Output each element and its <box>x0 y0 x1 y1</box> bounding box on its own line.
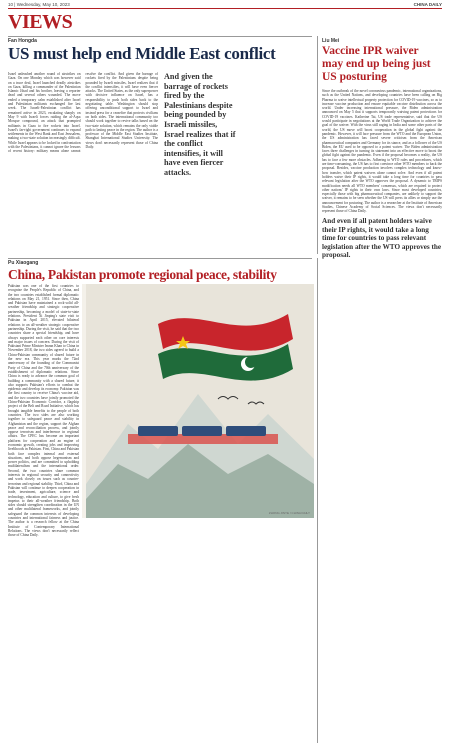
article-headline-right: Vaccine IPR waiver may end up being just US posturing <box>322 45 431 83</box>
illustration-credit: ZHONG JINYE / CHINA DAILY <box>268 511 310 515</box>
masthead: CHINA DAILY <box>413 2 442 7</box>
article-body-right: Since the outbreak of the novel coronavirus pandemic, international organizations, such as the United Nations, and developing countries have been calling on Big Pharma to waive intellectual property protection for COVID-19 vaccines, so as to increase vaccine production and ensure equitable vaccine distribution across the world. Under increasing international pressure, the Biden administration announced on May 5 that it supports temporarily waiving patent protections for COVID-19 vaccines. Katherine Tai, US trade representative, said that the US would participate in negotiations at the World Trade Organization to achieve the goal of the waiver. With the virus still raging in India and some other parts of the world, the US move will boost cooperation in the global fight against the pandemic. However, it will face pressure from the WTO and the European Union, the US administration has faced severe criticism from the American pharmaceutical companies and Germany for its stance, and as a follower of the US Biden, the EU used to be opposed to a patent waiver. The Biden administration faces three challenges in turning its statement into an effective move to boost the global fight against the pandemic. Even if the proposal becomes a reality, the US has to face a few more obstacles. Adhering to WTO rules and procedures, which are time-consuming, the US has to first convince other WTO members to back the proposal. Besides, vaccine production involves complex technology and know-how transfer, which patent waivers alone cannot solve. And even if all patent holders waive their IP rights, it would take a long time for countries to pass relevant legislation after the WTO approves the proposal. A dynamic to TRIPS modification needs all WTO members' consensus, which are required to protect other nations' IP rights in their own laws. Since most developed countries, especially those with big pharmaceutical companies, are unlikely to support the waiver, it remains to be seen whether the US will press its allies or simply use the announcement for posturing. The author is a researcher at the Institute of American Studies, Chinese Academy of Social Sciences. The views don't necessarily represent those of China Daily. <box>322 89 442 214</box>
page-number: 10 <box>8 2 14 7</box>
section-title: VIEWS <box>8 11 73 33</box>
header-rule <box>8 8 442 9</box>
article-body: Israel unleashed another round of airstrikes on Gaza. On one Monday which was however said on a truce deal, Israel launched deadly airstrikes on Gaza, killing a commander of the Palestinian Islamic Jihad and his brother, leaving a reporter dead and several others wounded. The move ended a temporary calm established after Israel and Palestinian militants exchanged fire last week. The Israeli-Palestinian conflict has remained active in 2023, escalating sharply on May 9 with Israeli forces raiding the al-Aqsa Mosque compound, an attack that prompted militants in Gaza to fire rockets into Israel. Israel's far-right government continues to expand settlements in the West Bank and East Jerusalem, making a two-state solution increasingly difficult. While Israel appears to be locked in confrontation with the Palestinians, it cannot ignore the lessons of recent history: military means alone cannot resolve the conflict. And given the barrage of rockets fired by the Palestinians despite being pounded by Israeli missiles, Israel realizes that if the conflict intensifies, it will have even fiercer attacks. The United States, as the only superpower with decisive influence on Israel, has a responsibility to push both sides back to the negotiating table. Washington should stop offering unconditional support to Israel and instead press for a ceasefire that protects civilians on both sides. The international community too should work together to revive talks based on the two-state solution, which remains the only viable path to lasting peace in the region. The author is a professor of the Middle East Studies Institute, Shanghai International Studies University. The views don't necessarily represent those of China Daily. <box>8 72 158 154</box>
author-byline-right: Liu Mei <box>322 38 340 44</box>
illustration <box>8 284 314 538</box>
author-byline: Fan Hongda <box>8 38 37 44</box>
column-divider-lower <box>317 258 318 743</box>
page-number-date: 10 | Wednesday, May 10, 2023 <box>8 2 70 7</box>
column-divider <box>317 36 318 254</box>
author-byline-bottom: Pu Xiaogang <box>8 260 39 266</box>
page-date: Wednesday, May 10, 2023 <box>16 2 70 7</box>
divider <box>8 36 312 37</box>
article-body-right-continued <box>322 262 442 742</box>
article-body-bottom-columns <box>8 522 314 742</box>
page-header <box>0 0 450 8</box>
article-headline-bottom: China, Pakistan promote regional peace, stability <box>8 267 277 282</box>
article-body-bottom: Pakistan was one of the first countries to recognize the People's Republic of China, and the two countries established formal diplomatic relations on May 21, 1951. Since then, China and Pakistan have maintained a rock-solid all-weather friendship and strategic cooperative partnership, becoming a model of state-to-state relations. President Xi Jinping's state visit to Pakistan in April 2015, elevated bilateral relations to an all-weather strategic cooperative partnership. During the visit, he said that the two countries share a special friendship, and have always supported each other on core interests and major issues of concern. During the visit of Pakistani Prime Minister Imran Khan to China in November 2018, the two sides agreed to build a China-Pakistan community of shared future in the new era. This year marks the 72nd anniversary of the founding of the Communist Party of China and the 70th anniversary of the establishment of diplomatic relations. Since China is ready to advance the common goal of building a community with a shared future, it also supports Pakistan's efforts to combat the epidemic and develop its economy. Pakistan was the first country to receive China's vaccine aid, and the two countries have jointly promoted the China-Pakistan Economic Corridor, a flagship project of the Belt and Road Initiative, which has brought tangible benefits to the people of both countries. The two sides are also working together to safeguard peace and stability in Afghanistan and the region, support the Afghan peace and reconciliation process, and jointly oppose terrorism and interference in regional affairs. The CPEC has become an important platform for cooperation and an engine of economic growth, creating jobs and improving livelihoods in Pakistan. First, China and Pakistan both face complex internal and external situations, and both oppose hegemonism and power politics, and are committed to upholding multilateralism and the international order. Second, the two countries share common interests in regional security and connectivity and work closely on issues such as counter-terrorism and regional stability. Third, China and Pakistan will continue to deepen cooperation in trade, investment, agriculture, science and technology, education and culture, to give fresh impetus to their all-weather friendship. Both sides should strengthen coordination in the UN and other multilateral frameworks, and jointly safeguard the common interests of developing countries and international fairness and justice. The author is a research fellow at the China Institute of Contemporary International Relations. The views don't necessarily reflect those of China Daily. <box>8 284 82 518</box>
article-body-continued <box>244 72 312 255</box>
pull-quote: And given the barrage of rockets fired by the Palestinians despite being pounded by Israeli missiles, Israel realizes that if the conflict intensifies, it will have even fiercer attacks. <box>164 72 236 177</box>
article-headline: US must help end Middle East conflict <box>8 44 276 63</box>
pull-quote-right: And even if all patent holders waive their IP rights, it would take a long time for countries to pass relevant legislation after the WTO approves the proposal. <box>322 217 442 260</box>
divider-bottom <box>8 258 312 259</box>
